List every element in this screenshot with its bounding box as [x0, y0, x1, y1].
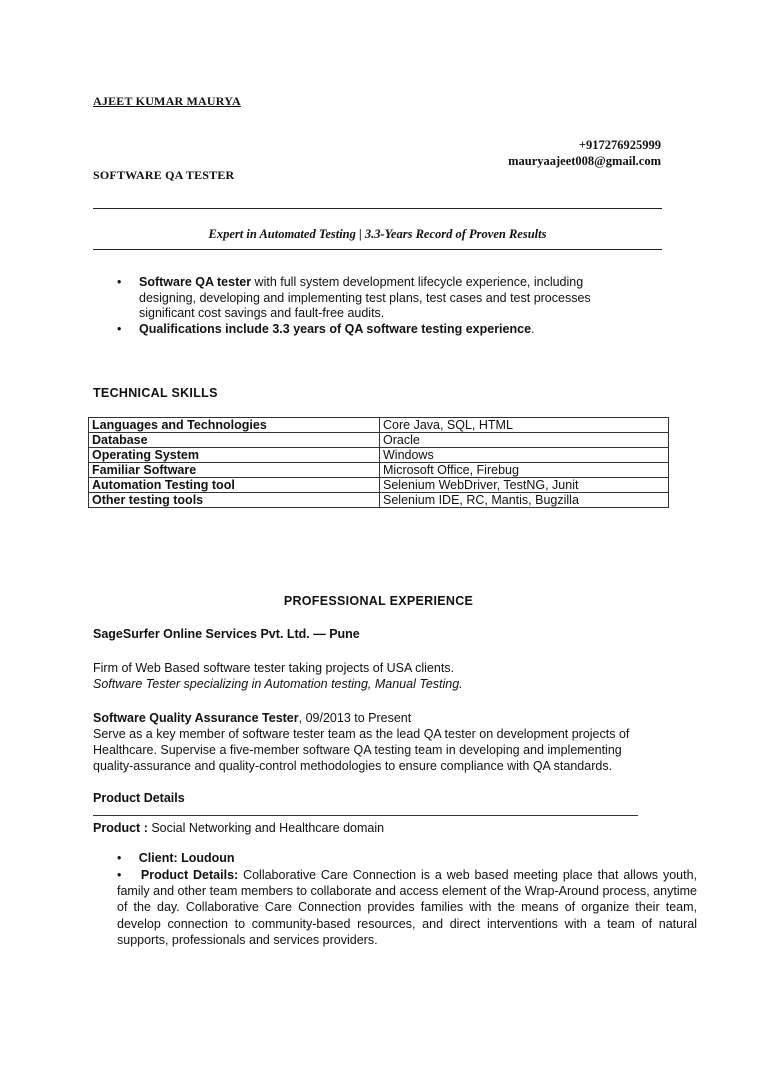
tagline: Expert in Automated Testing | 3.3-Years Record of Proven Results: [208, 227, 547, 241]
bullet-icon: •: [117, 868, 122, 882]
client-label: Client: Loudoun: [138, 851, 235, 865]
skill-label: Database: [89, 433, 380, 448]
product-line: [93, 821, 384, 835]
firm-description: [93, 660, 663, 692]
table-row: [89, 418, 669, 433]
details-label: Product Details:: [140, 868, 239, 882]
skill-value: Selenium WebDriver, TestNG, Junit: [380, 478, 669, 493]
summary-item: [117, 322, 637, 338]
job-title: SOFTWARE QA TESTER: [93, 168, 235, 182]
skill-value: Core Java, SQL, HTML: [380, 418, 669, 433]
technical-skills-heading: TECHNICAL SKILLS: [93, 386, 218, 400]
skill-label: Other testing tools: [89, 493, 380, 508]
position-date: , 09/2013 to Present: [298, 711, 412, 725]
skill-value: Selenium IDE, RC, Mantis, Bugzilla: [380, 493, 669, 508]
product-details-item: [117, 867, 697, 948]
professional-experience-heading: PROFESSIONAL EXPERIENCE: [283, 594, 474, 608]
client-item: [117, 851, 235, 865]
firm-line: Firm of Web Based software tester taking projects of USA clients.: [93, 661, 455, 675]
company-name: SageSurfer Online Services Pvt. Ltd. — Pune: [93, 627, 360, 641]
email-address: mauryaajeet008@gmail.com: [508, 154, 661, 168]
position-heading: [93, 710, 663, 726]
position-title: Software Quality Assurance Tester: [93, 711, 299, 725]
summary-list: [117, 275, 637, 337]
divider-top: [93, 208, 662, 209]
skill-value: Windows: [380, 448, 669, 463]
product-value: Social Networking and Healthcare domain: [147, 821, 385, 835]
product-details-heading: Product Details: [93, 791, 185, 805]
position-description: Serve as a key member of software tester team as the lead QA tester on development projects of Healthcare. Supervise a five-member software QA testing team in developing and implementing quality-assurance and quality-control methodologies to ensure compliance with QA standards.: [93, 727, 630, 773]
table-row: [89, 433, 669, 448]
table-row: [89, 478, 669, 493]
skill-value: Microsoft Office, Firebug: [380, 463, 669, 478]
bullet-icon: •: [117, 851, 122, 865]
table-row: [89, 463, 669, 478]
table-row: [89, 493, 669, 508]
summary-item-text: with full system development lifecycle experience, including designing, developing and implementing test plans, test cases and test processes significant cost savings and fault-free audits.: [139, 275, 591, 320]
bullet-icon: •: [117, 321, 122, 336]
summary-item-bold: Qualifications include 3.3 years of QA software testing experience: [139, 321, 532, 336]
phone-number: +917276925999: [578, 138, 661, 152]
details-text: Collaborative Care Connection is a web based meeting place that allows youth, family and other team members to collaborate and access element of the Wrap-Around process, anytime of the day. Collaborative Care Connection provides families with the means of organize their team, develop connection to community-based resources, and direct interventions with a team of natural supports, professionals and services providers.: [117, 868, 697, 947]
skill-label: Automation Testing tool: [89, 478, 380, 493]
skill-label: Languages and Technologies: [89, 418, 380, 433]
product-divider: [93, 815, 638, 816]
firm-specialization: Software Tester specializing in Automation testing, Manual Testing.: [93, 677, 463, 691]
bullet-icon: •: [117, 275, 122, 289]
summary-item-end: .: [531, 321, 535, 336]
summary-item: [117, 275, 637, 322]
skill-label: Familiar Software: [89, 463, 380, 478]
position-block: [93, 710, 663, 774]
skill-label: Operating System: [89, 448, 380, 463]
table-row: [89, 448, 669, 463]
divider-bottom: [93, 249, 662, 250]
summary-item-bold: Software QA tester: [139, 275, 252, 289]
skill-value: Oracle: [380, 433, 669, 448]
candidate-name: AJEET KUMAR MAURYA: [93, 94, 241, 108]
product-label: Product :: [93, 821, 148, 835]
skills-table: [88, 417, 669, 508]
